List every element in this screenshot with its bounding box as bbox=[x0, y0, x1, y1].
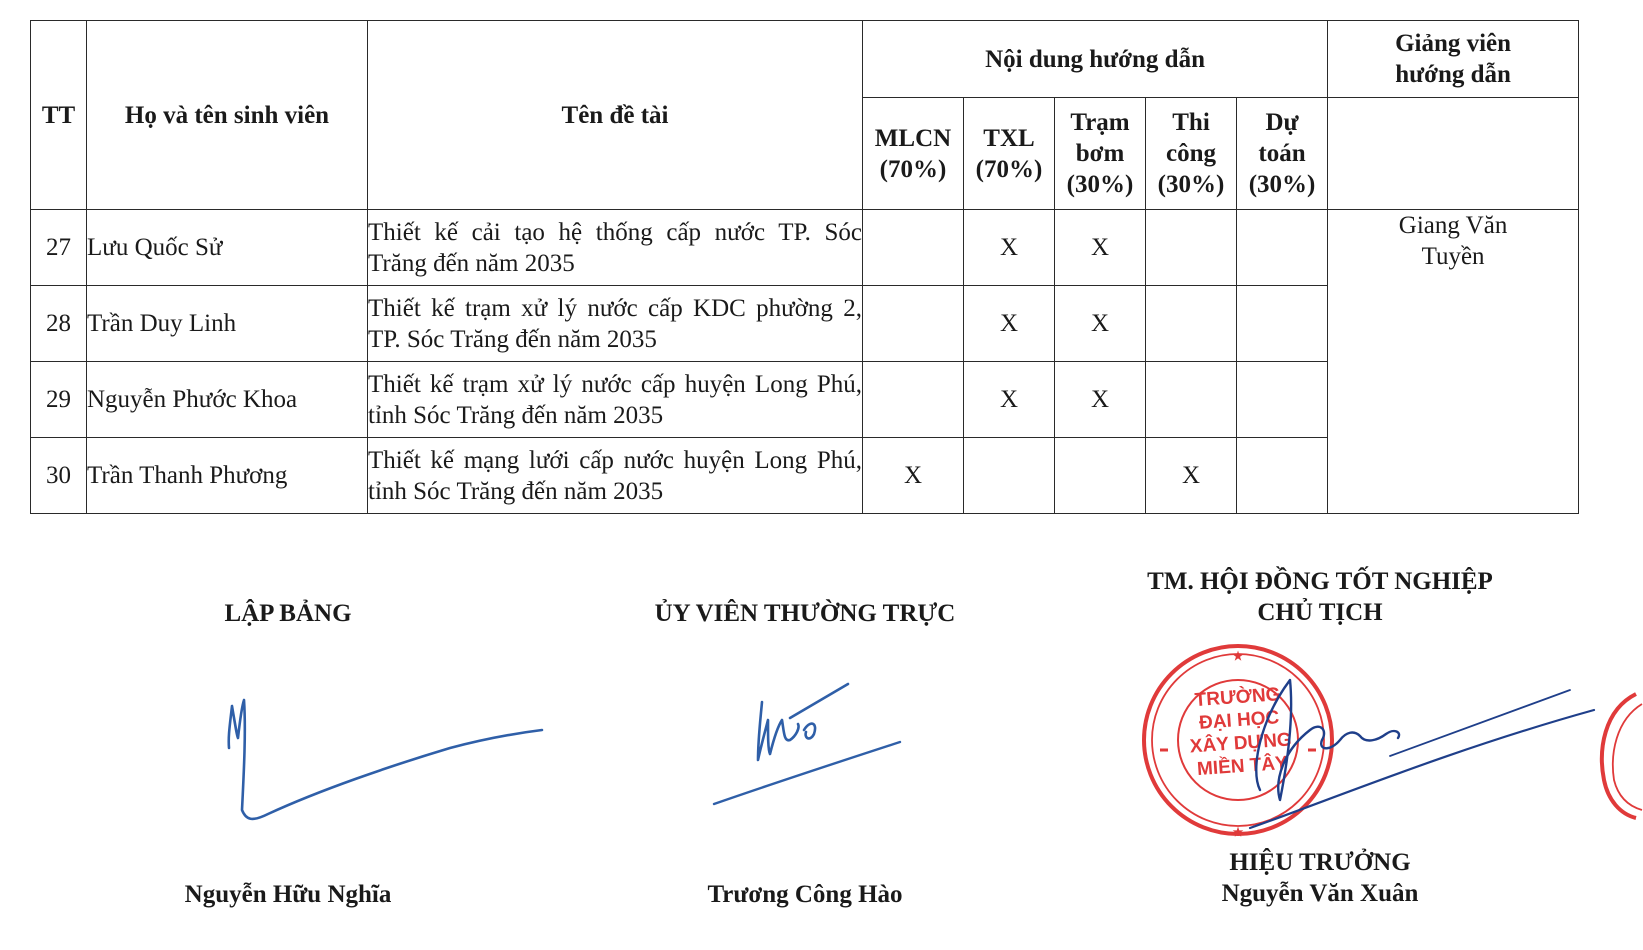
header-topic: Tên đề tài bbox=[368, 21, 863, 210]
header-thi-cong bbox=[1146, 98, 1237, 210]
mark-txl: X bbox=[964, 210, 1055, 286]
header-line: TXL bbox=[983, 124, 1035, 152]
role-uy-vien-thuong-truc: ỦY VIÊN THƯỜNG TRỰC bbox=[654, 600, 956, 627]
header-line: MLCN bbox=[874, 124, 952, 152]
row-number: 30 bbox=[31, 438, 87, 514]
role-lap-bang: LẬP BẢNG bbox=[224, 600, 352, 627]
header-txl bbox=[964, 98, 1055, 210]
signature-left bbox=[220, 690, 550, 840]
mark-txl: X bbox=[964, 286, 1055, 362]
student-name: Lưu Quốc Sử bbox=[87, 210, 368, 286]
header-tram-bom bbox=[1055, 98, 1146, 210]
row-number: 28 bbox=[31, 286, 87, 362]
header-content-group: Nội dung hướng dẫn bbox=[863, 21, 1328, 98]
signer-right-title: HIỆU TRƯỞNG bbox=[1229, 849, 1411, 876]
role-right-line2: CHỦ TỊCH bbox=[1257, 599, 1383, 626]
header-student-name: Họ và tên sinh viên bbox=[87, 21, 368, 210]
advisor-line1: Giang Văn bbox=[1398, 212, 1508, 239]
mark-tram-bom: X bbox=[1055, 286, 1146, 362]
student-table bbox=[30, 20, 1579, 514]
mark-tram-bom: X bbox=[1055, 362, 1146, 438]
mark-txl: X bbox=[964, 362, 1055, 438]
header-line: (30%) bbox=[1066, 171, 1134, 198]
seal-line1: TRƯỜNG bbox=[1194, 684, 1282, 712]
header-tt: TT bbox=[31, 21, 87, 210]
mark-du-toan bbox=[1237, 286, 1328, 362]
signature-middle bbox=[700, 680, 910, 810]
mark-du-toan bbox=[1237, 362, 1328, 438]
seal-line3: XÂY DỰNG bbox=[1189, 729, 1293, 758]
svg-text:★: ★ bbox=[1232, 649, 1244, 663]
role-right-line1: TM. HỘI ĐỒNG TỐT NGHIỆP bbox=[1147, 568, 1493, 595]
header-du-toan bbox=[1237, 98, 1328, 210]
row-number: 27 bbox=[31, 210, 87, 286]
header-line: Trạm bbox=[1070, 109, 1130, 136]
signer-left-name: Nguyễn Hữu Nghĩa bbox=[184, 881, 392, 908]
header-mlcn bbox=[863, 98, 964, 210]
mark-thi-cong: X bbox=[1146, 438, 1237, 514]
header-row-1 bbox=[31, 21, 1579, 98]
header-advisor-line2: hướng dẫn bbox=[1395, 61, 1511, 88]
topic-line1: Thiết kế trạm xử lý nước cấp KDC phường 2, bbox=[368, 294, 862, 322]
student-name: Trần Thanh Phương bbox=[87, 438, 368, 514]
topic-cell bbox=[368, 362, 863, 438]
mark-du-toan bbox=[1237, 210, 1328, 286]
topic-line1: Thiết kế cải tạo hệ thống cấp nước TP. Sóc bbox=[368, 218, 862, 246]
mark-du-toan bbox=[1237, 438, 1328, 514]
table-row bbox=[31, 210, 1579, 286]
mark-thi-cong bbox=[1146, 210, 1237, 286]
svg-text:★: ★ bbox=[1232, 825, 1244, 839]
signature-right bbox=[1190, 660, 1600, 840]
mark-tram-bom: X bbox=[1055, 210, 1146, 286]
header-line: (30%) bbox=[1248, 171, 1316, 198]
student-name: Trần Duy Linh bbox=[87, 286, 368, 362]
mark-mlcn bbox=[863, 210, 964, 286]
header-line: bơm bbox=[1075, 140, 1125, 167]
mark-thi-cong bbox=[1146, 286, 1237, 362]
header-line: công bbox=[1166, 140, 1216, 167]
topic-line2: Trăng đến năm 2035 bbox=[368, 249, 575, 277]
topic-cell bbox=[368, 210, 863, 286]
mark-mlcn bbox=[863, 286, 964, 362]
signer-right-name: Nguyễn Văn Xuân bbox=[1221, 880, 1419, 907]
mark-thi-cong bbox=[1146, 362, 1237, 438]
seal-line2: ĐẠI HỌC bbox=[1198, 707, 1280, 734]
header-advisor-line1: Giảng viên bbox=[1395, 30, 1512, 57]
header-line: (30%) bbox=[1157, 171, 1225, 198]
header-line: Dự bbox=[1265, 109, 1299, 136]
advisor-cell bbox=[1328, 210, 1579, 514]
role-tm-hoi-dong bbox=[1090, 566, 1550, 628]
seal-line4: MIỀN TÂY bbox=[1196, 752, 1289, 781]
topic-line2: tỉnh Sóc Trăng đến năm 2035 bbox=[368, 477, 664, 505]
mark-txl bbox=[964, 438, 1055, 514]
topic-line1: Thiết kế mạng lưới cấp nước huyện Long Phú, bbox=[368, 446, 862, 474]
topic-cell bbox=[368, 438, 863, 514]
header-line: (70%) bbox=[879, 155, 947, 183]
header-advisor-blank bbox=[1328, 98, 1579, 210]
header-line: Thi bbox=[1172, 109, 1210, 136]
header-line: toán bbox=[1258, 140, 1306, 167]
partial-seal bbox=[1596, 690, 1643, 820]
topic-line2: TP. Sóc Trăng đến năm 2035 bbox=[368, 325, 657, 353]
topic-line2: tỉnh Sóc Trăng đến năm 2035 bbox=[368, 401, 664, 429]
mark-mlcn: X bbox=[863, 438, 964, 514]
mark-tram-bom bbox=[1055, 438, 1146, 514]
header-advisor bbox=[1328, 21, 1579, 98]
student-name: Nguyễn Phước Khoa bbox=[87, 362, 368, 438]
advisor-line2: Tuyền bbox=[1421, 243, 1485, 270]
header-line: (70%) bbox=[975, 155, 1043, 183]
signer-middle-name: Trương Công Hào bbox=[707, 881, 903, 908]
mark-mlcn bbox=[863, 362, 964, 438]
topic-line1: Thiết kế trạm xử lý nước cấp huyện Long Phú, bbox=[368, 370, 862, 398]
topic-cell bbox=[368, 286, 863, 362]
row-number: 29 bbox=[31, 362, 87, 438]
